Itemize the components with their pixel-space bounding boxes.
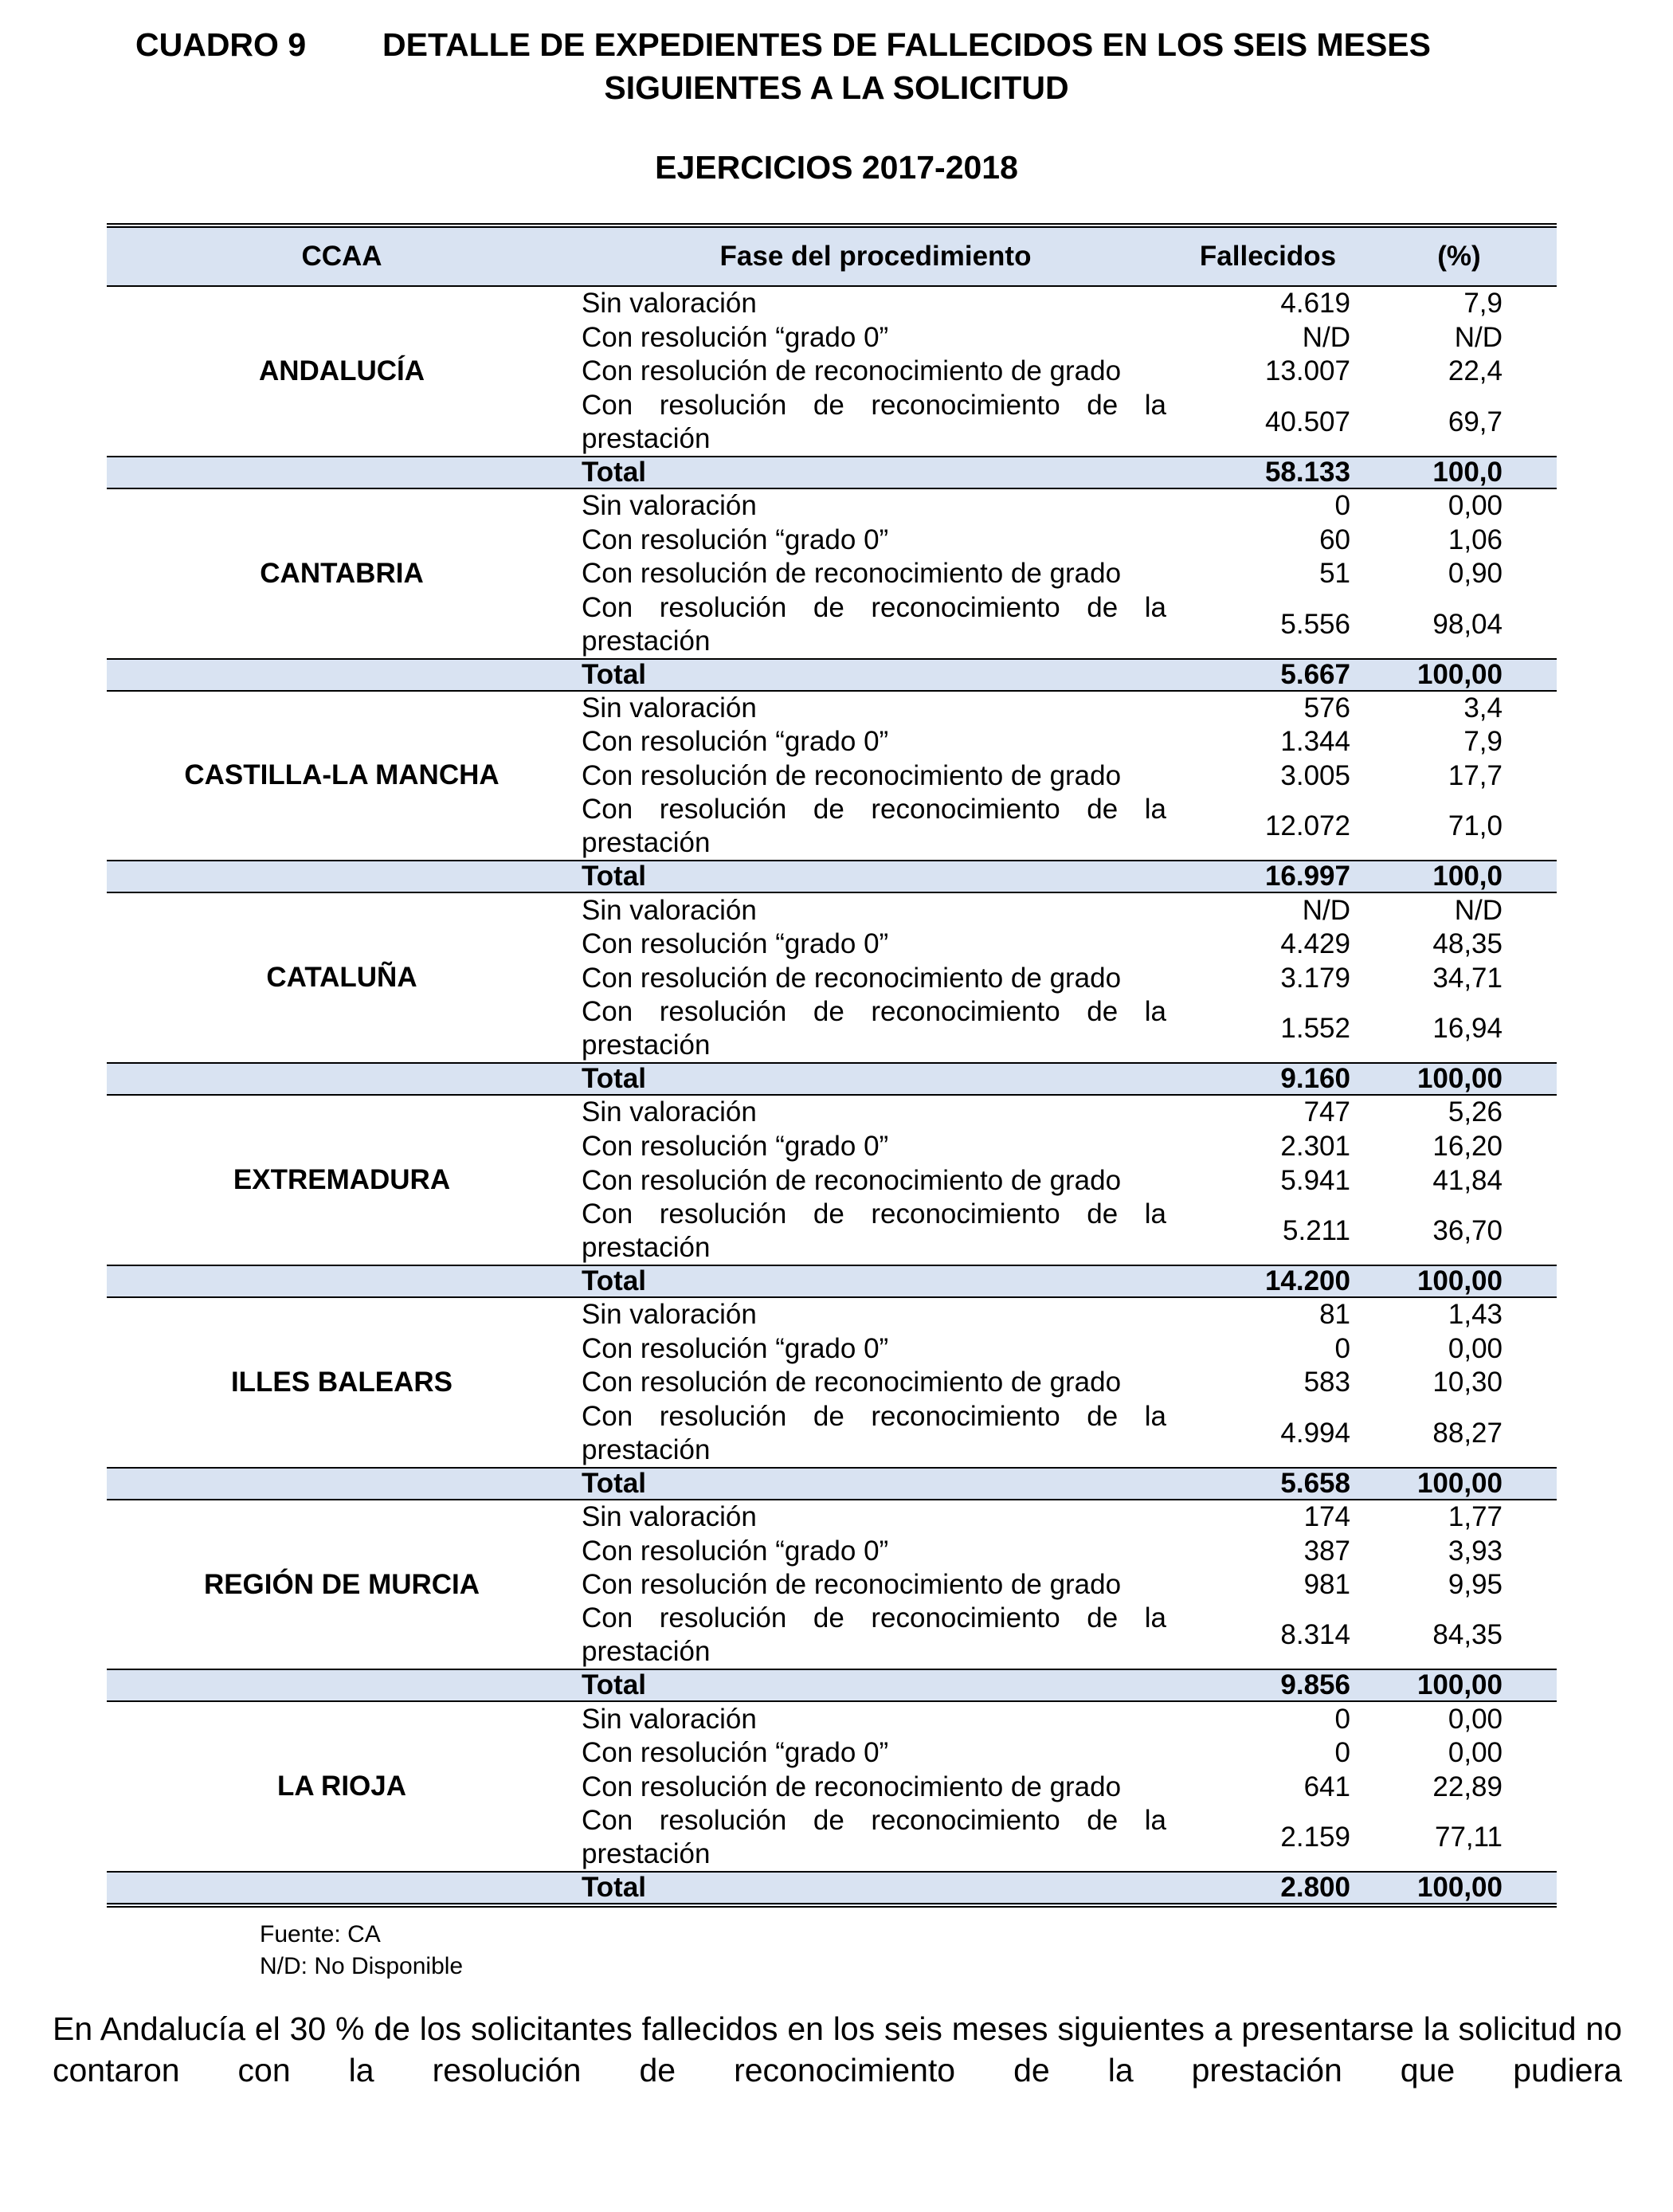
percent-value: 1,06 <box>1448 524 1503 555</box>
deceased-count: 0 <box>1334 490 1350 522</box>
table-row <box>107 1701 1557 1736</box>
header-fallecidos: Fallecidos <box>1174 226 1362 286</box>
deceased-count: 641 <box>1303 1771 1350 1802</box>
phase-label: Con resolución de reconocimiento de la prestación <box>582 1602 1166 1668</box>
deceased-count: 4.994 <box>1280 1417 1350 1449</box>
total-spacer <box>107 1669 577 1701</box>
deceased-count: 3.179 <box>1280 962 1350 994</box>
region-name: ILLES BALEARS <box>230 1366 453 1398</box>
percent-value: 84,35 <box>1432 1619 1503 1651</box>
total-row <box>107 1063 1557 1095</box>
total-percent: 100,00 <box>1362 659 1557 691</box>
table-title-line2: SIGUIENTES A LA SOLICITUD <box>604 69 1069 106</box>
total-spacer <box>107 1872 577 1905</box>
phase-label: Con resolución de reconocimiento de la prestación <box>582 1198 1166 1263</box>
deceased-count: N/D <box>1302 321 1350 353</box>
region-name: ANDALUCÍA <box>258 355 425 386</box>
total-label: Total <box>577 861 1174 892</box>
phase-label: Sin valoración <box>582 490 757 522</box>
phase-label: Con resolución de reconocimiento de la prestación <box>582 794 1166 859</box>
total-percent: 100,00 <box>1362 1468 1557 1500</box>
total-row <box>107 659 1557 691</box>
deceased-count: 60 <box>1319 524 1350 555</box>
total-spacer <box>107 659 577 691</box>
percent-value: 1,43 <box>1448 1299 1503 1331</box>
phase-label: Con resolución de reconocimiento de la prestación <box>582 389 1166 454</box>
percent-value: 16,20 <box>1432 1131 1503 1163</box>
deceased-count: 0 <box>1334 1332 1350 1364</box>
percent-value: 0,00 <box>1448 1332 1503 1364</box>
total-label: Total <box>577 1063 1174 1095</box>
total-count: 14.200 <box>1174 1265 1362 1297</box>
table-subtitle: EJERCICIOS 2017-2018 <box>655 149 1018 186</box>
table-row <box>107 1297 1557 1332</box>
table-title-line1: DETALLE DE EXPEDIENTES DE FALLECIDOS EN LOS SEIS MESES <box>382 26 1432 63</box>
total-label: Total <box>577 1872 1174 1905</box>
total-count: 2.800 <box>1174 1872 1362 1905</box>
total-row <box>107 1669 1557 1701</box>
header-percent: (%) <box>1362 226 1557 286</box>
phase-label: Con resolución de reconocimiento de la prestación <box>582 996 1166 1061</box>
deceased-count: 174 <box>1303 1500 1350 1532</box>
percent-value: 71,0 <box>1448 810 1503 842</box>
deceased-count: 12.072 <box>1264 810 1350 842</box>
percent-value: 3,93 <box>1448 1535 1503 1567</box>
percent-value: 77,11 <box>1435 1822 1503 1853</box>
percent-value: 98,04 <box>1432 608 1503 640</box>
percent-value: 0,00 <box>1448 1737 1503 1769</box>
percent-value: 0,00 <box>1448 490 1503 522</box>
phase-label: Sin valoración <box>582 288 757 320</box>
percent-value: 1,77 <box>1448 1500 1503 1532</box>
phase-label: Sin valoración <box>582 1703 757 1735</box>
deceased-count: 5.211 <box>1283 1214 1350 1246</box>
percent-value: 7,9 <box>1463 726 1503 758</box>
total-count: 5.667 <box>1174 659 1362 691</box>
phase-label: Sin valoración <box>582 692 757 724</box>
total-percent: 100,0 <box>1362 861 1557 892</box>
percent-value: 9,95 <box>1448 1569 1503 1601</box>
total-label: Total <box>577 1265 1174 1297</box>
table-row <box>107 488 1557 524</box>
region-name: CANTABRIA <box>260 557 424 589</box>
deceased-count: 0 <box>1334 1737 1350 1769</box>
total-row <box>107 457 1557 488</box>
header-ccaa: CCAA <box>107 226 577 286</box>
percent-value: N/D <box>1454 321 1503 353</box>
phase-label: Con resolución de reconocimiento de grado <box>582 962 1122 994</box>
deceased-count: 5.941 <box>1280 1164 1350 1196</box>
phase-label: Sin valoración <box>582 1500 757 1532</box>
phase-label: Con resolución de reconocimiento de la prestación <box>582 1400 1166 1465</box>
body-paragraph: En Andalucía el 30 % de los solicitantes fallecidos en los seis meses siguientes a presentarse la solicitud no contaron con la resolución de reconocimiento de la prestación que pudiera <box>53 2010 1622 2088</box>
deceased-count: 1.552 <box>1280 1013 1350 1045</box>
percent-value: 34,71 <box>1432 962 1503 994</box>
deceased-count: 576 <box>1303 692 1350 724</box>
percent-value: 22,89 <box>1432 1771 1503 1802</box>
total-label: Total <box>577 1468 1174 1500</box>
total-count: 58.133 <box>1174 457 1362 488</box>
header-fase: Fase del procedimiento <box>577 226 1174 286</box>
total-spacer <box>107 861 577 892</box>
table-row <box>107 1095 1557 1130</box>
total-spacer <box>107 1063 577 1095</box>
phase-label: Sin valoración <box>582 1299 757 1331</box>
total-percent: 100,00 <box>1362 1063 1557 1095</box>
deceased-count: 981 <box>1303 1569 1350 1601</box>
deceased-count: 4.429 <box>1280 928 1350 960</box>
table-header-row <box>107 226 1557 286</box>
deceased-count: 583 <box>1303 1367 1350 1398</box>
phase-label: Con resolución “grado 0” <box>582 928 889 960</box>
percent-value: 7,9 <box>1463 288 1503 320</box>
percent-value: 3,4 <box>1463 692 1503 724</box>
deceased-count: 747 <box>1303 1096 1350 1128</box>
total-row <box>107 1468 1557 1500</box>
total-spacer <box>107 457 577 488</box>
phase-label: Con resolución de reconocimiento de grado <box>582 760 1122 792</box>
phase-label: Con resolución de reconocimiento de grado <box>582 355 1122 387</box>
total-percent: 100,00 <box>1362 1265 1557 1297</box>
deceased-count: 5.556 <box>1280 608 1350 640</box>
total-percent: 100,0 <box>1362 457 1557 488</box>
total-count: 5.658 <box>1174 1468 1362 1500</box>
deceased-count: N/D <box>1302 894 1350 926</box>
source-note: Fuente: CA <box>260 1921 381 1947</box>
table-row <box>107 691 1557 726</box>
percent-value: 22,4 <box>1448 355 1503 387</box>
phase-label: Con resolución “grado 0” <box>582 1332 889 1364</box>
percent-value: 0,90 <box>1448 558 1503 590</box>
phase-label: Con resolución “grado 0” <box>582 321 889 353</box>
percent-value: 41,84 <box>1432 1164 1503 1196</box>
deceased-count: 2.159 <box>1280 1822 1350 1853</box>
region-name: EXTREMADURA <box>233 1164 451 1196</box>
phase-label: Con resolución de reconocimiento de grado <box>582 1771 1122 1802</box>
percent-value: 17,7 <box>1448 760 1503 792</box>
deceased-count: 81 <box>1319 1299 1350 1331</box>
total-count: 9.160 <box>1174 1063 1362 1095</box>
deceased-count: 51 <box>1319 558 1350 590</box>
total-label: Total <box>577 457 1174 488</box>
deceased-count: 1.344 <box>1280 726 1350 758</box>
phase-label: Con resolución de reconocimiento de la prestación <box>582 591 1166 657</box>
percent-value: 5,26 <box>1448 1096 1503 1128</box>
phase-label: Con resolución “grado 0” <box>582 1131 889 1163</box>
phase-label: Sin valoración <box>582 894 757 926</box>
percent-value: 0,00 <box>1448 1703 1503 1735</box>
phase-label: Con resolución de reconocimiento de grado <box>582 1367 1122 1398</box>
nd-note: N/D: No Disponible <box>260 1953 464 1979</box>
region-name: LA RIOJA <box>276 1771 407 1802</box>
phase-label: Con resolución de reconocimiento de grado <box>582 1569 1122 1601</box>
total-label: Total <box>577 659 1174 691</box>
percent-value: 88,27 <box>1432 1417 1503 1449</box>
total-spacer <box>107 1468 577 1500</box>
total-spacer <box>107 1265 577 1297</box>
table-code: CUADRO 9 <box>135 26 307 63</box>
percent-value: 36,70 <box>1432 1214 1503 1246</box>
deceased-count: 0 <box>1334 1703 1350 1735</box>
phase-label: Con resolución “grado 0” <box>582 726 889 758</box>
region-name: CASTILLA-LA MANCHA <box>184 759 500 791</box>
phase-label: Con resolución de reconocimiento de la prestación <box>582 1805 1166 1870</box>
percent-value: 48,35 <box>1432 928 1503 960</box>
table-row <box>107 286 1557 321</box>
total-row <box>107 1265 1557 1297</box>
percent-value: 10,30 <box>1432 1367 1503 1398</box>
deceased-count: 4.619 <box>1280 288 1350 320</box>
region-name: CATALUÑA <box>266 962 417 994</box>
table-row <box>107 892 1557 928</box>
percent-value: 69,7 <box>1448 406 1503 437</box>
total-percent: 100,00 <box>1362 1669 1557 1701</box>
total-label: Total <box>577 1669 1174 1701</box>
deceased-count: 13.007 <box>1264 355 1350 387</box>
deceased-count: 2.301 <box>1280 1131 1350 1163</box>
deceased-count: 387 <box>1303 1535 1350 1567</box>
deceased-count: 3.005 <box>1280 760 1350 792</box>
table-notes <box>260 1919 463 1983</box>
table-row <box>107 1500 1557 1535</box>
region-name: REGIÓN DE MURCIA <box>203 1568 480 1600</box>
phase-label: Con resolución “grado 0” <box>582 1535 889 1567</box>
phase-label: Sin valoración <box>582 1096 757 1128</box>
total-count: 9.856 <box>1174 1669 1362 1701</box>
phase-label: Con resolución “grado 0” <box>582 524 889 555</box>
phase-label: Con resolución “grado 0” <box>582 1737 889 1769</box>
total-count: 16.997 <box>1174 861 1362 892</box>
total-row <box>107 1872 1557 1905</box>
percent-value: 16,94 <box>1432 1013 1503 1045</box>
percent-value: N/D <box>1454 894 1503 926</box>
phase-label: Con resolución de reconocimiento de grado <box>582 558 1122 590</box>
phase-label: Con resolución de reconocimiento de grado <box>582 1164 1122 1196</box>
total-row <box>107 861 1557 892</box>
deceased-count: 8.314 <box>1280 1619 1350 1651</box>
deceased-count: 40.507 <box>1264 406 1350 437</box>
data-table <box>107 223 1557 1908</box>
total-percent: 100,00 <box>1362 1872 1557 1905</box>
